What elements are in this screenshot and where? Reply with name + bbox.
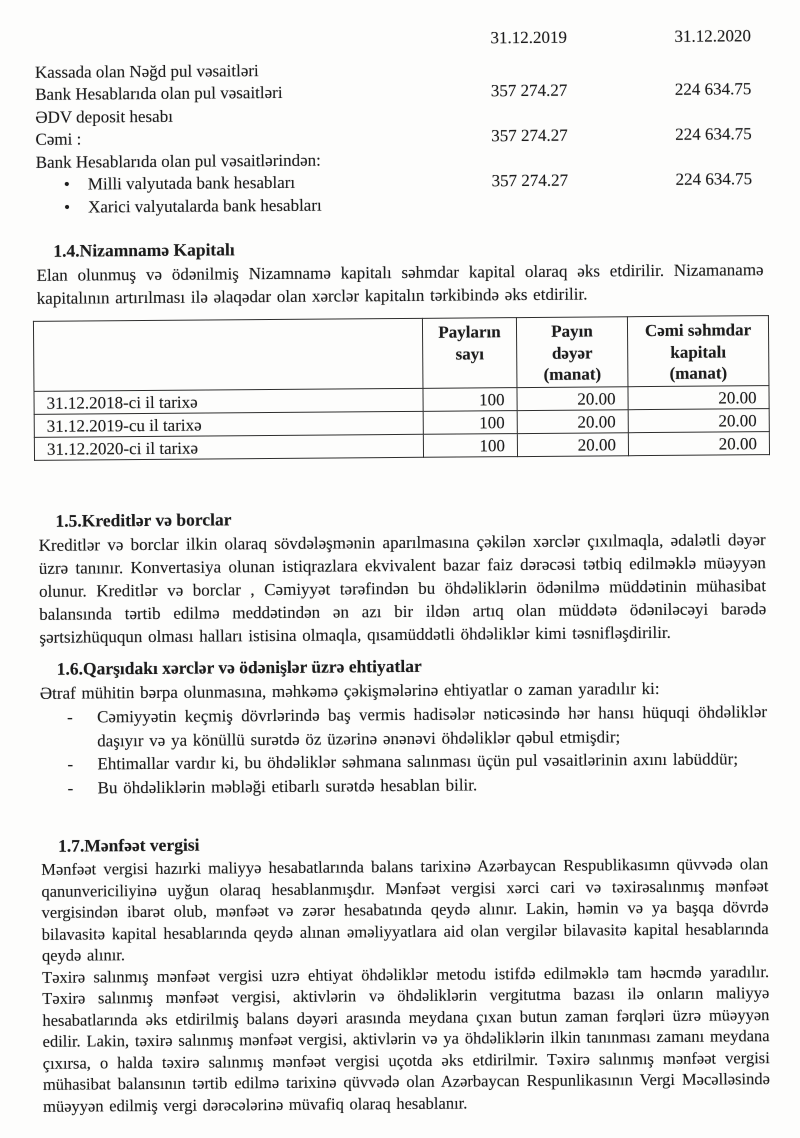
dash-icon: -: [67, 754, 74, 774]
cash-funds-table: [35, 25, 773, 219]
value-2019: 357 274.27: [490, 80, 568, 101]
row-label: Kassada olan Nəğd pul vəsaitləri: [34, 60, 259, 82]
share-value: 20.00: [517, 433, 628, 457]
row-label-text: Milli valyutada bank hesabları: [87, 172, 296, 194]
list-item-text: Ehtimallar vardır ki, bu öhdəliklər səhmana salınması üçün pul vəsaitlərinin axını labüddür;: [97, 749, 739, 774]
list-item: [41, 771, 768, 800]
capital-table: [33, 315, 770, 461]
section-1-4-paragraph: Elan olunmuş və ödənilmiş Nizamnamə kapitalı səhmdar kapital olaraq əks etdirilir. Nizamanamə kapitalının artırılması ilə əlaqədar olan xərclər kapitalın tərkibində əks etdirilir.: [36, 260, 764, 308]
value-2019: 357 274.27: [491, 170, 569, 191]
value-2019: [471, 208, 589, 209]
column-header-share-value: Payın dəyər (manat): [516, 317, 628, 388]
paragraph: Mənfəət vergisi hazırki maliyyə hesabatlarında balans tarixinə Azərbaycan Respublikasımn qüvvədə olan qanunvericiliyinə uyğun olaraq hesablanmışdır. Mənfəət vergisi xərci cari və təxirəsalınmış mənfəət vergisindən ibarət olub, mənfəət və zərər hesabatında qeydə alınır. Lakin, həmin və ya başqa dövrdə bilavasitə kapital hesablarında qeydə alınan əməliyyatlara aid olan vergilər bilavasitə kapital hesablarında qeydə alınır.: [41, 854, 769, 965]
value-2020: [655, 162, 773, 163]
bullet-icon: •: [63, 197, 71, 217]
column-header-2020: 31.12.2020: [674, 26, 752, 46]
provisions-conditions-list: [40, 700, 768, 800]
value-2019: 357 274.27: [491, 125, 568, 146]
total-capital-value: 20.00: [628, 386, 769, 410]
value-2020: 224 634.75: [675, 169, 753, 189]
row-label: 31.12.2019-cu il tarixə: [34, 411, 423, 437]
row-label: 31.12.2018-ci il tarixə: [34, 388, 423, 414]
value-2020: [654, 117, 772, 118]
section-1-6-intro: Ətraf mühitin bərpa olunmasına, məhkəmə çəkişmələrinə ehtiyatlar o zaman yaradılır ki:: [39, 678, 660, 703]
row-label: [36, 193, 471, 219]
empty-header-cell: [35, 43, 470, 46]
list-item-text: Cəmiyyətin keçmiş dövrlərində baş vermis hadisələr nəticəsində hər hansı hüquqi öhdəliklər daşıyır və ya könüllü surətdə öz üzərinə ənənəvi öhdəliklər qəbul etmişdir;: [96, 702, 768, 750]
row-label: Bank Hesablarıda olan pul vəsaitlərindən:: [35, 150, 321, 172]
column-header-total-capital: Cəmi səhmdar kapitalı (manat): [627, 316, 769, 387]
value-2020: 224 634.75: [675, 124, 752, 144]
table-row: [34, 432, 769, 461]
value-2020: [654, 72, 772, 73]
paragraph: Təxirə salınmış mənfəət vergisi uzrə ehtiyat öhdəliklər metodu istifdə edilməklə tam həcmdə yaradılır. Təxirə salınmış mənfəət vergisi, aktivlərin və öhdəliklərin vergitutma bazası ilə onların maliyyə hesabatlarında əks etdirilmiş balans dəyəri arasında meydana çıxan butun zaman fərqləri üzrə müəyyən edilir. Lakin, təxirə salınmış mənfəət vergisi, aktivlərin və ya öhdəliklərin ilkin tanınması zamanı meydana çıxırsa, o halda təxirə salınmış mənfəət vergisi uçotda əks etdirilmir. Təxirə salınmış mənfəət vergisi mühasibat balansının tərtib edilmə tarixinə qüvvədə olan Azərbaycan Respunlikasının Vergi Məcəlləsində müəyyən edilmiş vergi dərəcələrinə müvafiq olaraq hesablanır.: [42, 961, 770, 1116]
share-value: 20.00: [517, 410, 628, 434]
section-heading-1-4: 1.4.Nizamnamə Kapitalı: [53, 239, 235, 261]
share-count-value: 100: [423, 434, 517, 458]
value-2019: [470, 73, 588, 74]
value-2020: [655, 207, 773, 208]
bullet-icon: •: [63, 174, 70, 194]
section-1-7-paragraphs: [41, 853, 770, 1117]
column-header-2019: 31.12.2019: [490, 27, 568, 48]
table-header-row: [33, 316, 769, 392]
section-heading-1-5: 1.5.Kreditlər və borclar: [55, 509, 232, 531]
row-label: ƏDV deposit hesabı: [35, 106, 173, 127]
row-label: Cəmi :: [35, 129, 82, 149]
total-capital-value: 20.00: [628, 432, 769, 456]
share-value: 20.00: [517, 387, 628, 411]
dash-icon: -: [66, 707, 73, 727]
share-count-value: 100: [423, 388, 517, 412]
table-header-row: [35, 25, 772, 53]
list-item: [40, 700, 767, 753]
list-item-text: Bu öhdəliklərin məbləği etibarlı surətdə hesablan bilir.: [97, 774, 478, 797]
table-row: [36, 191, 773, 219]
section-1-5-paragraph: Kreditlər və borclar ilkin olaraq sövdələşmənin aparılmasına çəkilən xərclər çıxılmaqla, ədalətli dəyər üzrə tanınır. Konvertasiya olunan istiqrazlara ekvivalent bazar faiz dərəcəsi tətbiq edilməklə müəyyən olunur. Kreditlər və borclar , Cəmiyyət tərəfindən bu öhdəliklərin ödənilmə müddətinin mühasibat balansında tərtib edilmə meddətindən ən azı bir ildən artıq olan müddətə ödəniləcəyi barədə şərtsizhüququn olması halları istisina olmaqla, qısamüddətli öhdəliklər kimi təsnifləşdirilir.: [38, 530, 767, 647]
value-2019: [471, 163, 589, 164]
column-header-share-count: Payların sayı: [422, 318, 517, 389]
total-capital-value: 20.00: [628, 409, 769, 433]
row-label-text: Xarici valyutalarda bank hesabları: [87, 195, 322, 216]
empty-header-cell: [33, 318, 423, 391]
value-2020: 224 634.75: [674, 79, 752, 99]
row-label: Bank Hesablarıda olan pul vəsaitləri: [35, 82, 283, 104]
dash-icon: -: [67, 778, 74, 798]
section-heading-1-6: 1.6.Qarşıdakı xərclər və ödənişlər üzrə ehtiyatlar: [56, 655, 422, 679]
share-count-value: 100: [423, 411, 517, 435]
row-label: 31.12.2020-ci il tarixə: [34, 434, 423, 460]
value-2019: [470, 118, 588, 119]
section-heading-1-7: 1.7.Mənfəət vergisi: [57, 834, 200, 856]
